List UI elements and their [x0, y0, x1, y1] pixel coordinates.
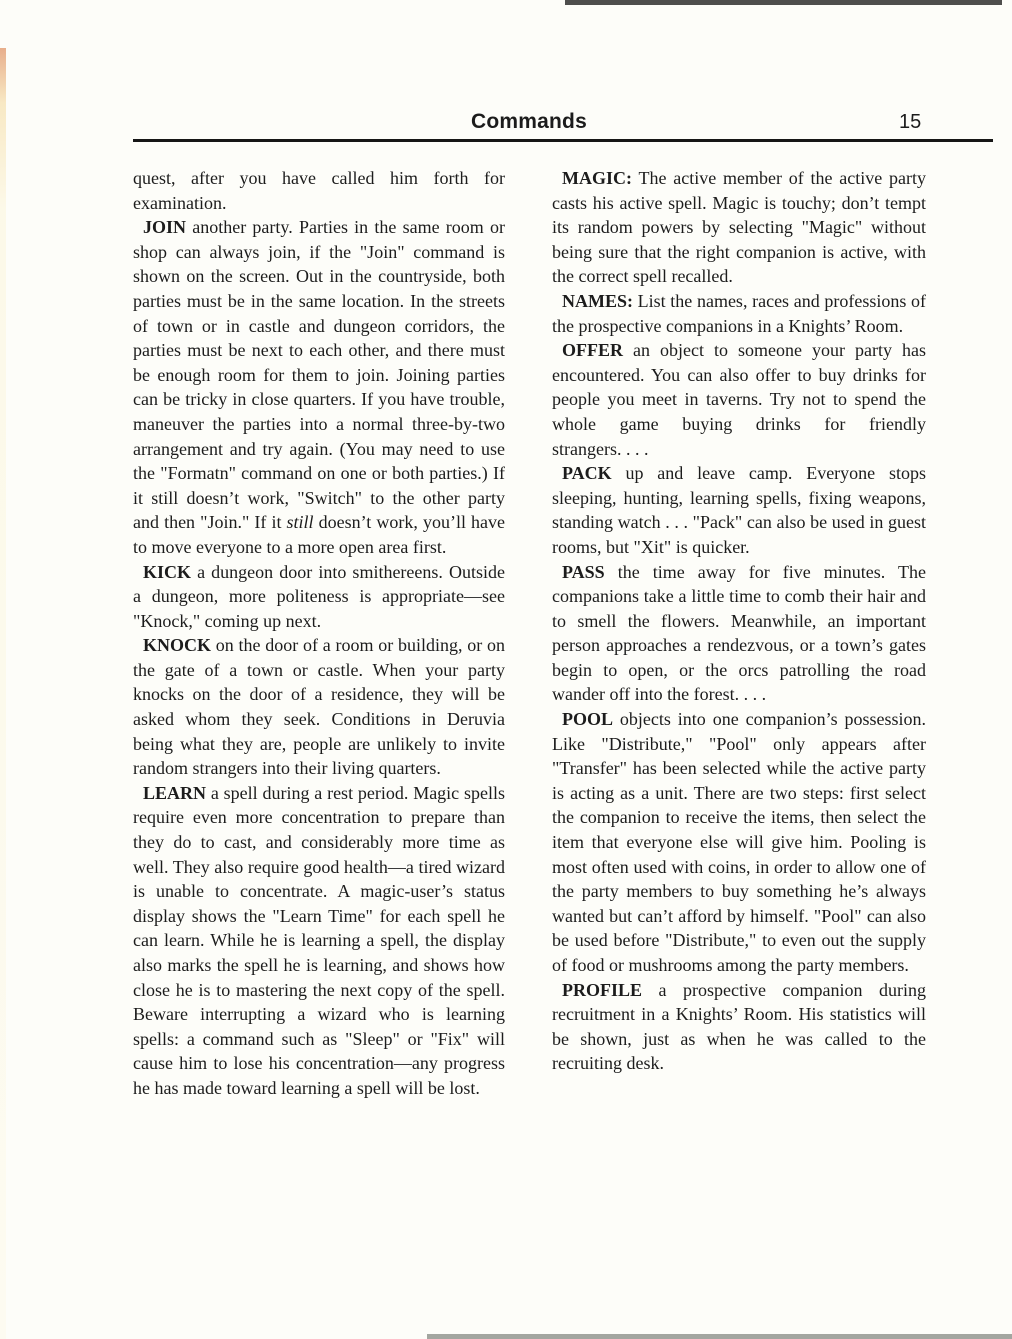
text-run: a prospective companion during recruitment in a Knights’ Room. His statistics will be shown, just as when he was called to the recruiting desk.	[552, 979, 926, 1074]
text-run: quest, after you have called him forth for examination.	[133, 168, 505, 213]
column-left	[133, 166, 505, 1101]
scan-edge-bottom-artifact	[427, 1334, 1012, 1339]
text-run: a dungeon door into smithereens. Outside a dungeon, more politeness is appropriate—see "Knock," coming up next.	[133, 561, 505, 631]
command-keyword: PACK	[562, 463, 612, 484]
command-keyword: LEARN	[143, 782, 207, 803]
text-run: List the names, races and professions of the prospective companions in a Knights’ Room.	[552, 290, 926, 336]
command-keyword: MAGIC:	[562, 168, 632, 188]
header-rule	[133, 139, 993, 142]
command-keyword: PASS	[562, 561, 605, 582]
text-run: objects into one companion’s possession. Like "Distribute," "Pool" only appears after "Transfer" has been selected while the active party is acting as a unit. There are two steps: first select the companion to receive the items, then select the item that everyone else will give him. Pooling is most often used with coins, in order to allow one of the party members to buy something he’s always wanted but can’t afford by himself. "Pool" can also be used before "Distribute," to even out the supply of food or mushrooms among the party members.	[552, 709, 926, 975]
text-run: on the door of a room or building, or on the gate of a town or castle. When your party knocks on the door of a residence, they will be asked whom they seek. Conditions in Deruvia being what they are, people are unlikely to invite random strangers into their living quarters.	[133, 635, 505, 779]
text-run: still	[286, 512, 314, 533]
text-run: doesn’t work, you’ll have to move everyone to a more open area first.	[133, 512, 505, 557]
command-keyword: JOIN	[143, 217, 187, 238]
scan-edge-left-artifact	[0, 48, 6, 1339]
paragraph	[133, 215, 505, 559]
paragraph	[133, 166, 505, 215]
command-keyword: OFFER	[562, 340, 623, 361]
paragraph	[552, 461, 926, 559]
text-run: the time away for five minutes. The companions take a little time to comb their hair and to smell the flowers. Meanwhile, an important person approaches a rendezvous, or a town’s gates begin to open, or the orcs patrolling the road wander off into the forest. . . .	[552, 561, 926, 705]
page-number: 15	[899, 111, 922, 133]
text-run: an object to someone your party has encountered. You can also offer to buy drinks for people you meet in taverns. Try not to spend the whole game buying drinks for friendly strangers. . . .	[552, 340, 926, 459]
command-keyword: PROFILE	[562, 979, 643, 1000]
paragraph	[552, 338, 926, 461]
paragraph	[552, 707, 926, 978]
paragraph	[133, 560, 505, 634]
page-title: Commands	[471, 110, 587, 133]
paragraph	[552, 560, 926, 708]
text-run: another party. Parties in the same room or shop can always join, if the "Join" command is shown on the screen. Out in the countryside, both parties must be in the same location. In the streets of town or in castle and dungeon corridors, the parties must be next to each other, and there must be enough room for them to join. Joining parties can be tricky in close quarters. If you have trouble, maneuver the parties into a normal three-by-two arrangement and try again. (You may need to use the "Formatn" command on one or both parties.) If it still doesn’t work, "Switch" to the other party and then "Join." If it	[133, 217, 505, 533]
scan-edge-top-artifact	[565, 0, 1002, 5]
command-keyword: NAMES:	[562, 290, 633, 311]
text-run: a spell during a rest period. Magic spells require even more concentration to prepare than they do to cast, and considerably more time as well. They also require good health—a tired wizard is unable to concentrate. A magic-user’s status display shows the "Learn Time" for each spell he can learn. While he is learning a spell, the display also marks the spell he is learning, and shows how close he is to mastering the next copy of the spell. Beware interrupting a wizard who is learning spells: a command such as "Sleep" or "Fix" will cause him to lose his concentration—any progress he has made toward learning a spell will be lost.	[133, 782, 505, 1098]
paragraph	[552, 289, 926, 338]
command-keyword: KNOCK	[143, 635, 212, 656]
command-keyword: POOL	[562, 709, 614, 730]
text-run: The active member of the active party casts his active spell. Magic is touchy; don’t tempt its random powers by selecting "Magic" without being sure that the right companion is active, with the correct spell recalled.	[552, 168, 926, 287]
paragraph	[552, 166, 926, 289]
text-run: up and leave camp. Everyone stops sleeping, hunting, learning spells, fixing weapons, standing watch . . . "Pack" can also be used in guest rooms, but "Xit" is quicker.	[552, 463, 926, 557]
command-keyword: KICK	[143, 561, 192, 582]
paragraph	[552, 978, 926, 1076]
column-right	[552, 166, 926, 1076]
paragraph	[133, 633, 505, 781]
paragraph	[133, 781, 505, 1101]
